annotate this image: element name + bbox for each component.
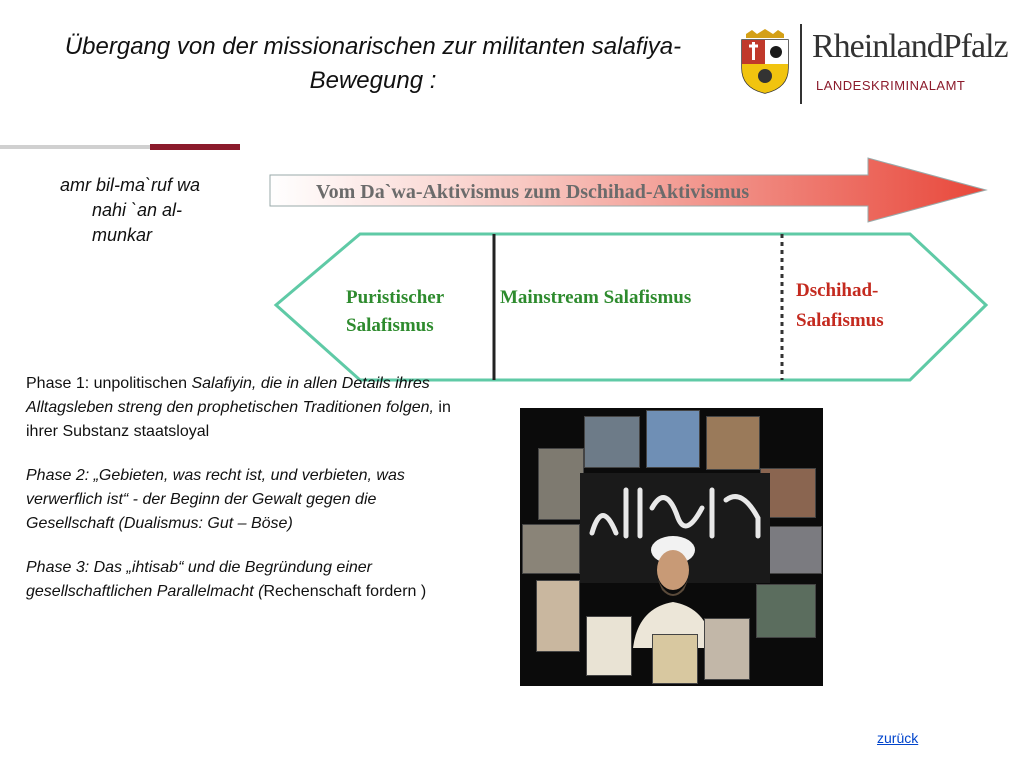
coat-of-arms-icon: [738, 28, 792, 94]
photo-collage: [520, 408, 823, 686]
phase-1: [26, 372, 466, 444]
slide-title: Übergang von der missionarischen zur militanten salafiya-Bewegung :: [64, 33, 682, 94]
rlp-lka-logo: [738, 22, 1008, 106]
logo-agency-name: LANDESKRIMINALAMT: [816, 78, 966, 93]
phases-text: [26, 372, 466, 624]
accent-line-gray: [0, 145, 150, 149]
collage-photo-crowd-left: [522, 524, 580, 574]
segment-label-jihad-1: Dschihad-: [796, 280, 879, 301]
salafism-spectrum-diagram: [268, 150, 998, 386]
collage-photo-building: [584, 416, 640, 468]
logo-divider: [800, 24, 802, 104]
phase-3-suffix: Rechenschaft fordern ): [263, 583, 427, 600]
accent-line-red: [150, 144, 240, 150]
collage-photo-crowd-right: [766, 526, 822, 574]
phase-1-suffix: in ihrer Substanz staatsloyal: [26, 399, 451, 440]
collage-photo-portrait-young: [704, 618, 750, 680]
collage-photo-towers: [646, 410, 700, 468]
collage-emblem-calligraphy: [652, 634, 698, 684]
motto-line-1: amr bil-ma`ruf wa: [60, 175, 201, 195]
collage-emblem-seal: [586, 616, 632, 676]
phase-1-prefix: Phase 1: unpolitischen: [26, 375, 192, 392]
segment-label-puristic-2: Salafismus: [346, 315, 434, 336]
motto-line-2: nahi `an al-: [92, 200, 183, 220]
phase-3-italic: Phase 3: Das „ihtisab“ und die Begründung einer gesellschaftlichen Parallelmacht (: [26, 559, 372, 600]
collage-photo-portrait-turban: [536, 580, 580, 652]
segment-label-mainstream: Mainstream Salafismus: [500, 287, 692, 308]
collage-photo-ruins-left: [538, 448, 584, 520]
phase-2-italic: Phase 2: „Gebieten, was recht ist, und verbieten, was verwerflich ist“ - der Beginn der Gewalt gegen die Gesellschaft (Dualismus: Gut – Böse): [26, 467, 405, 532]
collage-photo-tv-portrait: [756, 584, 816, 638]
direction-arrow: [270, 158, 986, 222]
logo-state-name: RheinlandPfalz: [812, 28, 1008, 65]
motto-text: [60, 173, 240, 248]
phase-3: [26, 556, 466, 604]
motto-line-3: munkar: [92, 225, 153, 245]
phase-2: [26, 464, 466, 536]
collage-photo-rubble: [706, 416, 760, 470]
segment-label-puristic-1: Puristischer: [346, 287, 445, 308]
arrow-label: Vom Da`wa-Aktivismus zum Dschihad-Aktivismus: [316, 181, 750, 203]
phase-1-italic: Salafiyin, die in allen Details ihres Alltagsleben streng den prophetischen Traditionen folgen,: [26, 375, 434, 416]
spectrum-hexagon: [276, 234, 986, 380]
segment-label-jihad-2: Salafismus: [796, 310, 884, 331]
back-link[interactable]: zurück: [877, 730, 919, 746]
